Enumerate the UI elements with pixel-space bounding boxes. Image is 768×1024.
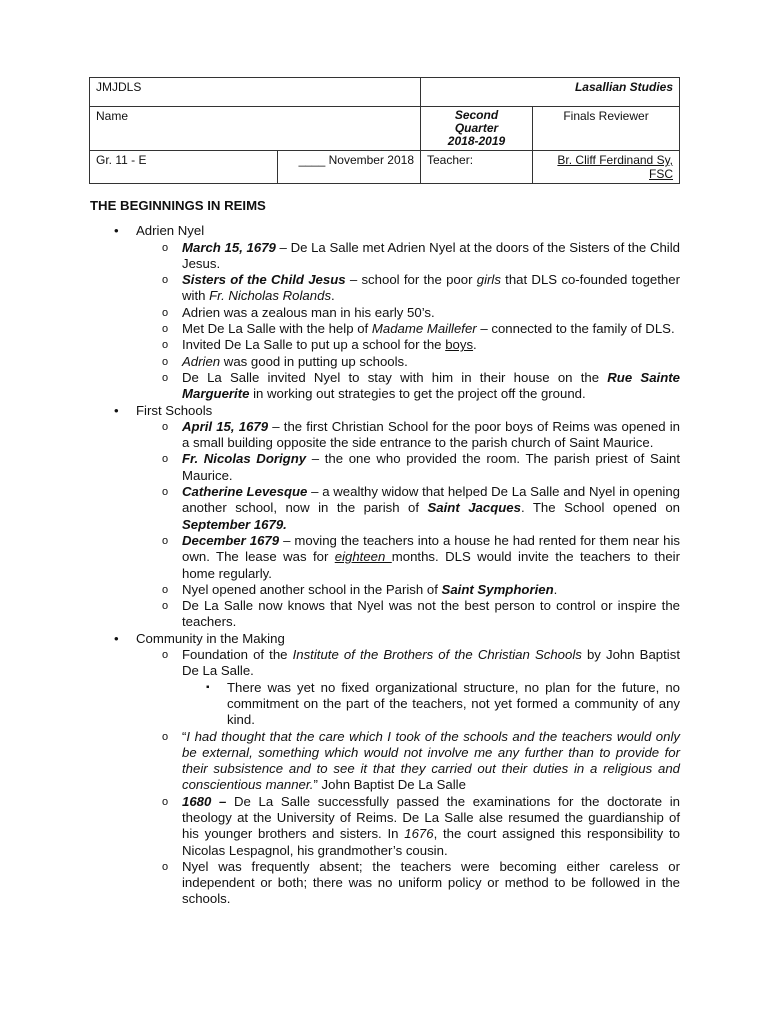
- name-label: Name: [90, 107, 421, 151]
- topic-first-schools: [90, 403, 680, 631]
- list-item: o Fr. Nicolas Dorigny – the one who provided the room. The parish priest of Saint Maurice.: [136, 451, 680, 484]
- list-item: o Nyel opened another school in the Parish of Saint Symphorien.: [136, 582, 680, 598]
- list-item: o Catherine Levesque – a wealthy widow that helped De La Salle and Nyel in opening another school, now in the parish of Saint Jacques. The School opened on September 1679.: [136, 484, 680, 533]
- school-code: JMJDLS: [90, 78, 421, 107]
- list-item: o De La Salle invited Nyel to stay with him in their house on the Rue Sainte Marguerite in working out strategies to get the project off the ground.: [136, 370, 680, 403]
- detail-list: [182, 680, 680, 729]
- list-item: o Invited De La Salle to put up a school for the boys.: [136, 337, 680, 353]
- list-item: o Nyel was frequently absent; the teachers were becoming either careless or independent or both; there was no uniform policy or method to be followed in the schools.: [136, 859, 680, 908]
- topic-list: [90, 223, 680, 907]
- document-body: [90, 198, 680, 908]
- subject-title: Lasallian Studies: [421, 78, 680, 107]
- list-item: o Sisters of the Child Jesus – school for the poor girls that DLS co-founded together with Fr. Nicholas Rolands.: [136, 272, 680, 305]
- list-item: o April 15, 1679 – the first Christian School for the poor boys of Reims was opened in a small building opposite the side entrance to the parish church of Saint Maurice.: [136, 419, 680, 452]
- list-item: o March 15, 1679 – De La Salle met Adrien Nyel at the doors of the Sisters of the Child Jesus.: [136, 240, 680, 273]
- quarter-line2: Quarter: [454, 121, 499, 135]
- subtopic-list: [136, 419, 680, 631]
- quarter-line1: Second: [454, 108, 499, 122]
- topic-heading: First Schools: [136, 402, 213, 418]
- teacher-name: Br. Cliff Ferdinand Sy, FSC: [533, 151, 680, 184]
- list-item: o De La Salle now knows that Nyel was not the best person to control or inspire the teachers.: [136, 598, 680, 631]
- header-table: [89, 77, 680, 184]
- subtopic-list: [136, 240, 680, 403]
- teacher-label: Teacher:: [421, 151, 533, 184]
- quarter-cell: [421, 107, 533, 151]
- topic-heading: Community in the Making: [136, 630, 285, 646]
- topic-heading: Adrien Nyel: [136, 223, 205, 239]
- topic-adrien-nyel: [90, 223, 680, 402]
- list-item: o “I had thought that the care which I took of the schools and the teachers would only be external, something which would not involve me any further than to provide for their subsistence and to see it that they carried out their duties in a religious and conscientious manner.” John Baptist De La Salle: [136, 729, 680, 794]
- list-item: o Foundation of the Institute of the Brothers of the Christian Schools by John Baptist De La Salle. ▪ There was yet no fixed organizational structure, no plan for the future, no commitment on the part of the teachers, not yet formed a community of any kind.: [136, 647, 680, 728]
- grade-section: Gr. 11 - E: [90, 151, 278, 184]
- quarter-line3: 2018-2019: [447, 134, 506, 148]
- list-item: o December 1679 – moving the teachers into a house he had rented for them near his own. The lease was for eighteen months. DLS would invite the teachers to their home regularly.: [136, 533, 680, 582]
- list-item: o Adrien was good in putting up schools.: [136, 354, 680, 370]
- date-field: ____ November 2018: [278, 151, 421, 184]
- list-item: o 1680 – De La Salle successfully passed the examinations for the doctorate in theology at the University of Reims. De La Salle alse resumed the guardianship of his younger brothers and sisters. In 1676, the court assigned this responsibility to Nicolas Lespagnol, his grandmother’s cousin.: [136, 794, 680, 859]
- subtopic-list: [136, 647, 680, 908]
- topic-community: [90, 631, 680, 908]
- list-item: o Adrien was a zealous man in his early 50’s.: [136, 305, 680, 321]
- list-item: o Met De La Salle with the help of Madame Maillefer – connected to the family of DLS.: [136, 321, 680, 337]
- reviewer-label: Finals Reviewer: [533, 107, 680, 151]
- section-title: THE BEGINNINGS IN REIMS: [90, 198, 266, 213]
- list-item: ▪ There was yet no fixed organizational structure, no plan for the future, no commitment on the part of the teachers, not yet formed a community of any kind.: [182, 680, 680, 729]
